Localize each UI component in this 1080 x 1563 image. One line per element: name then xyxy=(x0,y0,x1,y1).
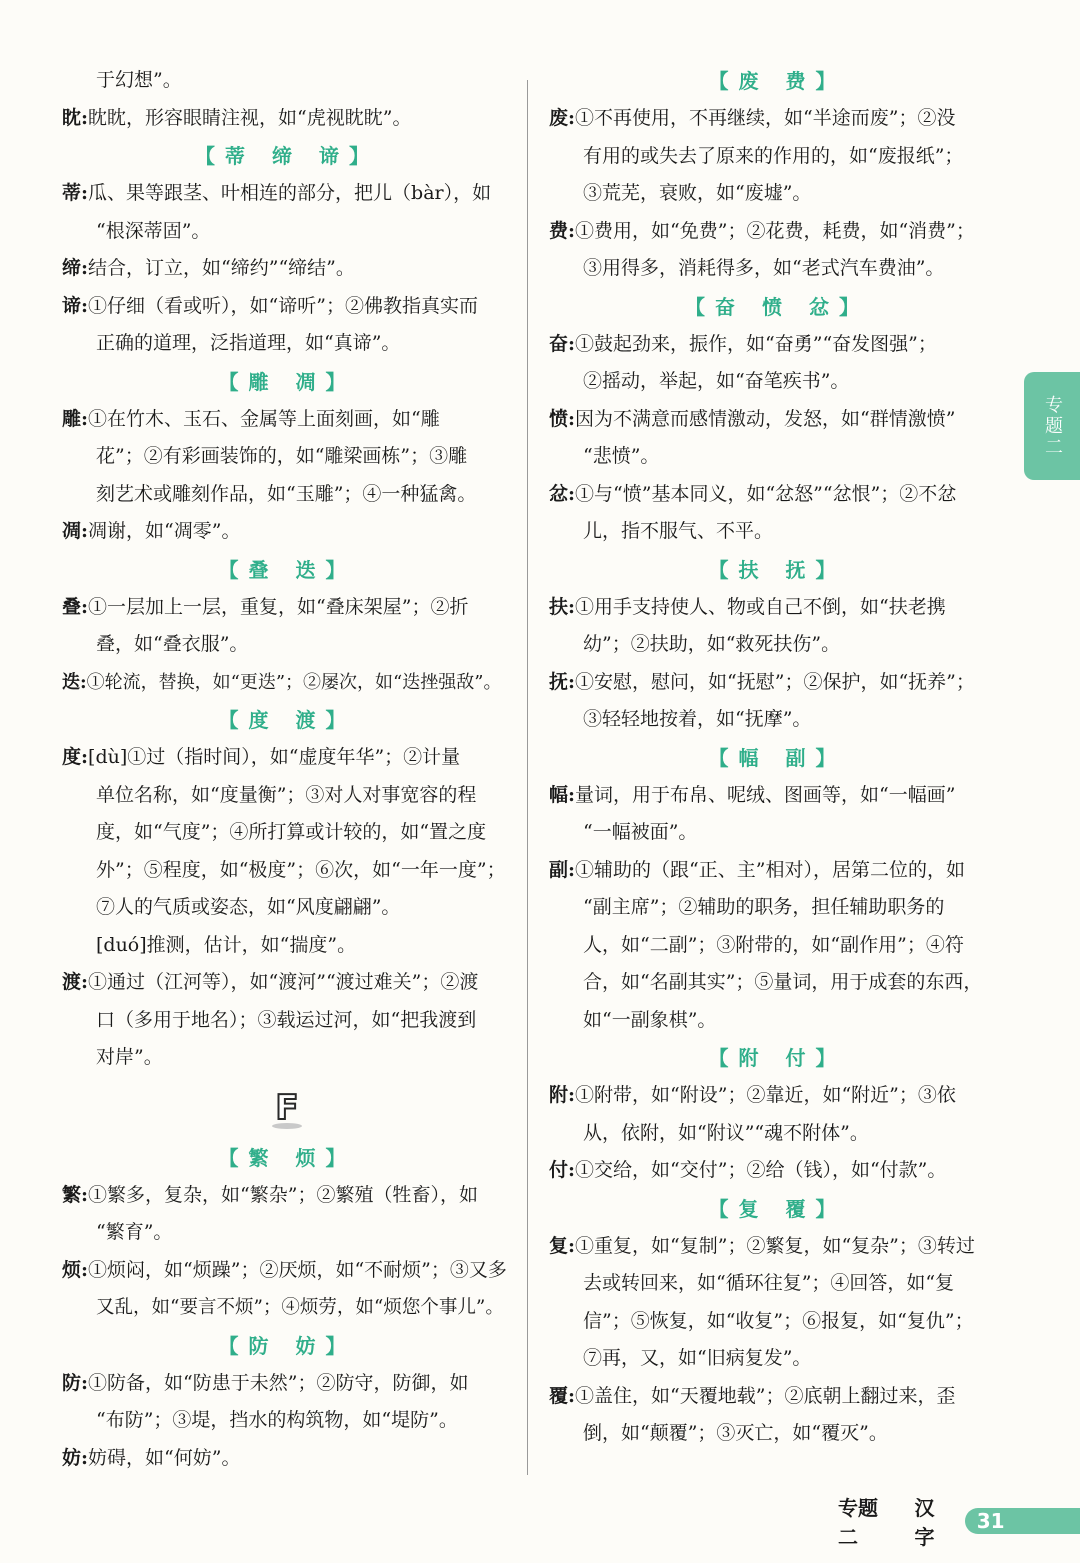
entry-text: “根深蒂固”。 xyxy=(96,219,211,242)
dictionary-entry xyxy=(62,739,512,964)
headword: 度 xyxy=(62,746,82,768)
dictionary-entry xyxy=(62,1365,512,1440)
entry-text: ⑦再，又，如“旧病复发”。 xyxy=(583,1347,812,1369)
entry-text: 信”；⑤恢复，如“收复”；⑥报复，如“复仇”； xyxy=(583,1309,974,1332)
section-heading: 【叠 迭】 xyxy=(218,557,356,582)
dictionary-entry xyxy=(62,1440,512,1478)
entry-text: 正确的道理，泛指道理，如“真谛”。 xyxy=(96,332,401,354)
entry-text: 单位名称，如“度量衡”；③对人对事宽容的程 xyxy=(96,783,477,806)
entry-line xyxy=(549,927,1005,965)
entry-text: 倒，如“颠覆”；③灭亡，如“覆灭”。 xyxy=(583,1422,888,1444)
entry-line xyxy=(549,1115,1005,1153)
entry-line xyxy=(549,250,1005,288)
headword: 繁 xyxy=(62,1183,82,1206)
entry-line: 渡:①通过（江河等），如“渡河”“渡过难关”；②渡 xyxy=(62,971,479,993)
entry-line xyxy=(62,814,512,852)
entry-text: 因为不满意而感情激动，发怒，如“群情激愤” xyxy=(575,407,956,430)
entry-line: 覆:①盖住，如“天覆地载”；②底朝上翻过来，歪 xyxy=(549,1384,956,1407)
entry-text: ③荒芜，衰败，如“废墟”。 xyxy=(583,182,812,204)
entry-line: 抚:①安慰，慰问，如“抚慰”；②保护，如“抚养”； xyxy=(549,670,975,693)
entry-text: ①重复，如“复制”；②繁复，如“复杂”；③转过 xyxy=(575,1234,975,1257)
entry-line: 迭:①轮流，替换，如“更迭”；②屡次，如“迭挫强敌”。 xyxy=(62,671,502,693)
dictionary-entry xyxy=(549,589,1005,664)
entry-text: ①交给，如“交付”；②给（钱），如“付款”。 xyxy=(575,1159,947,1181)
entry-text: 外”；⑤程度，如“极度”；⑥次，如“一年一度”； xyxy=(96,858,506,881)
entry-text: 量词，用于布帛、呢绒、图画等，如“一幅画” xyxy=(575,783,956,806)
entry-line: 附:①附带，如“附设”；②靠近，如“附近”；③依 xyxy=(549,1084,956,1106)
dictionary-entry xyxy=(549,1152,1005,1190)
entry-text: ①防备，如“防患于未然”；②防守，防御，如 xyxy=(88,1371,469,1394)
entry-text: ①繁多，复杂，如“繁杂”；②繁殖（牲畜），如 xyxy=(88,1183,478,1206)
entry-line: 度:[dù]①过（指时间），如“虚度年华”；②计量 xyxy=(62,746,461,768)
section-heading: 【防 妨】 xyxy=(218,1333,356,1358)
headword: 奋 xyxy=(549,332,569,355)
entry-text: 口（多用于地名）；③载运过河，如“把我渡到 xyxy=(96,1008,477,1031)
entry-text: ①附带，如“附设”；②靠近，如“附近”；③依 xyxy=(575,1084,956,1106)
section-heading: 【扶 抚】 xyxy=(708,557,846,582)
entry-line: 付:①交给，如“交付”；②给（钱），如“付款”。 xyxy=(549,1159,947,1181)
entry-line: 愤:因为不满意而感情激动，发怒，如“群情激愤” xyxy=(549,407,956,430)
dictionary-entry xyxy=(62,401,512,514)
headword: 烦 xyxy=(62,1258,82,1281)
section-heading: 【复 覆】 xyxy=(708,1196,846,1221)
side-tab xyxy=(1024,372,1080,480)
entry-text: 又乱，如“要言不烦”；④烦劳，如“烦您个事儿”。 xyxy=(96,1297,504,1318)
dictionary-entry xyxy=(549,476,1005,551)
dictionary-entry xyxy=(62,964,512,1077)
entry-text: 合，如“名副其实”；⑤量词，用于成套的东西， xyxy=(583,971,983,993)
dictionary-entry xyxy=(549,326,1005,401)
footer-topic: 专题二 xyxy=(838,1496,878,1549)
dictionary-entry xyxy=(62,1252,512,1327)
entry-text: 花”；②有彩画装饰的，如“雕梁画栋”；③雕 xyxy=(96,445,468,467)
entry-text: ①烦闷，如“烦躁”；②厌烦，如“不耐烦”；③又多 xyxy=(88,1258,507,1281)
headword: 副 xyxy=(549,858,569,881)
headword: 复 xyxy=(549,1234,569,1257)
alphabet-section-marker xyxy=(62,1077,512,1139)
entry-text: 刻艺术或雕刻作品，如“玉雕”；④一种猛禽。 xyxy=(96,482,477,505)
entry-line xyxy=(62,1002,512,1040)
headword: 凋 xyxy=(62,520,82,542)
entry-text: 人，如“二副”；③附带的，如“副作用”；④符 xyxy=(583,933,964,956)
entry-line: 蒂:瓜、果等跟茎、叶相连的部分，把儿（bàr），如 xyxy=(62,182,492,204)
entry-text: “繁育”。 xyxy=(96,1221,173,1243)
dictionary-entry xyxy=(549,1077,1005,1152)
entry-line: 副:①辅助的（跟“正、主”相对），居第二位的，如 xyxy=(549,858,965,881)
entry-text: 幼”；②扶助，如“救死扶伤”。 xyxy=(583,633,841,655)
entry-text: ①轮流，替换，如“更迭”；②屡次，如“迭挫强敌”。 xyxy=(86,671,502,693)
headword: 附 xyxy=(549,1084,569,1106)
entry-line xyxy=(549,1002,1005,1040)
section-heading: 【奋 愤 忿】 xyxy=(685,294,869,319)
entry-line: 幅:量词，用于布帛、呢绒、图画等，如“一幅画” xyxy=(549,783,956,806)
entry-line xyxy=(549,1265,1005,1303)
entry-line xyxy=(549,438,1005,476)
entry-line xyxy=(549,701,1005,739)
entry-text: “副主席”；②辅助的职务，担任辅助职务的 xyxy=(583,896,945,918)
entry-line: 防:①防备，如“防患于未然”；②防守，防御，如 xyxy=(62,1371,469,1394)
entry-text: ①在竹木、玉石、金属等上面刻画，如“雕 xyxy=(88,407,440,430)
dictionary-entry xyxy=(62,1177,512,1252)
dictionary-entry xyxy=(549,100,1005,213)
side-tab-label: 专题二 xyxy=(1042,394,1063,458)
entry-text: [dù]①过（指时间），如“虚度年华”；②计量 xyxy=(88,746,461,768)
entry-text: ①辅助的（跟“正、主”相对），居第二位的，如 xyxy=(575,858,965,881)
entry-line: 缔:结合，订立，如“缔约”“缔结”。 xyxy=(62,257,355,279)
entry-line: 凋:凋谢，如“凋零”。 xyxy=(62,520,241,542)
entry-text: “悲愤”。 xyxy=(583,445,660,467)
entry-text: 度，如“气度”；④所打算或计较的，如“置之度 xyxy=(96,821,487,843)
entry-text: ①鼓起劲来，振作，如“奋勇”“奋发图强”； xyxy=(575,332,937,355)
entry-text: ⑦人的气质或姿态，如“风度翩翩”。 xyxy=(96,896,401,918)
section-heading: 【蒂 缔 谛】 xyxy=(195,144,379,168)
entry-line: 忿:①与“愤”基本同义，如“忿怒”“忿恨”；②不忿 xyxy=(549,482,957,505)
entry-text: 儿，指不服气、不平。 xyxy=(583,520,774,542)
entry-line xyxy=(549,513,1005,551)
entry-line: 眈:眈眈，形容眼睛注视，如“虎视眈眈”。 xyxy=(62,106,412,129)
entry-line: 谛:①仔细（看或听），如“谛听”；②佛教指真实而 xyxy=(62,294,478,317)
entry-text: “一幅被面”。 xyxy=(583,821,698,843)
entry-text: 于幻想”。 xyxy=(96,69,182,91)
entry-line: 烦:①烦闷，如“烦躁”；②厌烦，如“不耐烦”；③又多 xyxy=(62,1258,507,1281)
entry-text: 妨碍，如“何妨”。 xyxy=(88,1446,241,1469)
entry-line xyxy=(62,927,512,965)
headword: 抚 xyxy=(549,670,569,693)
headword: 蒂 xyxy=(62,182,82,204)
page-number: 31 xyxy=(965,1508,1080,1534)
dictionary-entry xyxy=(549,852,1005,1040)
entry-text: [duó]推测，估计，如“揣度”。 xyxy=(96,933,357,956)
section-heading: 【附 付】 xyxy=(708,1046,846,1070)
dictionary-entry xyxy=(549,664,1005,739)
entry-line: 繁:①繁多，复杂，如“繁杂”；②繁殖（牲畜），如 xyxy=(62,1183,478,1206)
dictionary-entry xyxy=(62,664,512,702)
entry-line: 雕:①在竹木、玉石、金属等上面刻画，如“雕 xyxy=(62,407,440,430)
headword: 缔 xyxy=(62,257,82,279)
entry-line xyxy=(62,1402,512,1440)
entry-line xyxy=(549,175,1005,213)
entry-line xyxy=(62,1289,512,1327)
entry-line xyxy=(549,1415,1005,1453)
headword: 妨 xyxy=(62,1446,82,1469)
entry-line xyxy=(62,889,512,927)
headword: 谛 xyxy=(62,294,82,317)
headword: 付 xyxy=(549,1159,569,1181)
entry-line xyxy=(62,476,512,514)
dictionary-entry xyxy=(62,513,512,551)
entry-text: ①仔细（看或听），如“谛听”；②佛教指真实而 xyxy=(88,294,478,317)
section-heading: 【废 费】 xyxy=(708,69,846,93)
entry-text: ②摇动，举起，如“奋笔疾书”。 xyxy=(583,370,850,392)
entry-text: 瓜、果等跟茎、叶相连的部分，把儿（bàr），如 xyxy=(88,182,492,204)
headword: 防 xyxy=(62,1371,82,1394)
entry-line xyxy=(549,814,1005,852)
entry-line: 费:①费用，如“免费”；②花费，耗费，如“消费”； xyxy=(549,219,975,242)
section-heading: 【雕 凋】 xyxy=(218,369,356,394)
column-divider xyxy=(527,80,528,1475)
dictionary-entry xyxy=(62,250,512,288)
entry-line xyxy=(549,138,1005,176)
entry-text: ①不再使用，不再继续，如“半途而废”；②没 xyxy=(575,107,956,129)
entry-text: ①安慰，慰问，如“抚慰”；②保护，如“抚养”； xyxy=(575,670,975,693)
section-heading: 【幅 副】 xyxy=(708,745,846,770)
entry-line xyxy=(549,964,1005,1002)
entry-line xyxy=(62,1214,512,1252)
entry-line xyxy=(62,213,512,251)
dictionary-entry xyxy=(549,1378,1005,1453)
entry-line xyxy=(62,626,512,664)
headword: 愤 xyxy=(549,407,569,430)
headword: 眈 xyxy=(62,106,82,129)
dictionary-entry xyxy=(549,401,1005,476)
entry-text: ③轻轻地按着，如“抚摩”。 xyxy=(583,708,812,730)
entry-text: 结合，订立，如“缔约”“缔结”。 xyxy=(88,257,355,279)
dictionary-entry xyxy=(549,1228,1005,1378)
entry-text: ①费用，如“免费”；②花费，耗费，如“消费”； xyxy=(575,219,975,242)
entry-text: 对岸”。 xyxy=(96,1046,163,1068)
right-column xyxy=(549,62,1005,1453)
headword: 雕 xyxy=(62,407,82,430)
entry-line xyxy=(62,438,512,476)
headword: 叠 xyxy=(62,595,82,618)
headword: 费 xyxy=(549,219,569,242)
entry-line xyxy=(62,325,512,363)
dictionary-entry xyxy=(62,62,512,100)
entry-line xyxy=(549,1340,1005,1378)
entry-text: ①通过（江河等），如“渡河”“渡过难关”；②渡 xyxy=(88,971,479,993)
entry-text: 从，依附，如“附议”“魂不附体”。 xyxy=(583,1121,869,1144)
entry-text: 凋谢，如“凋零”。 xyxy=(88,520,241,542)
dictionary-entry xyxy=(62,589,512,664)
entry-line xyxy=(62,62,512,100)
entry-line xyxy=(549,626,1005,664)
dictionary-entry xyxy=(62,175,512,250)
entry-text: 去或转回来，如“循环往复”；④回答，如“复 xyxy=(583,1272,955,1294)
dictionary-entry xyxy=(549,213,1005,288)
dictionary-entry xyxy=(62,288,512,363)
entry-line: 妨:妨碍，如“何妨”。 xyxy=(62,1446,241,1469)
headword: 覆 xyxy=(549,1384,569,1407)
section-heading: 【繁 烦】 xyxy=(218,1145,356,1170)
headword: 幅 xyxy=(549,783,569,806)
entry-line xyxy=(62,777,512,815)
entry-text: “布防”；③堤，挡水的构筑物，如“堤防”。 xyxy=(96,1409,458,1431)
entry-line xyxy=(62,1039,512,1077)
entry-text: ①一层加上一层，重复，如“叠床架屋”；②折 xyxy=(88,595,469,618)
entry-line: 奋:①鼓起劲来，振作，如“奋勇”“奋发图强”； xyxy=(549,332,937,355)
entry-line xyxy=(549,1303,1005,1341)
footer-subject: 汉字 xyxy=(914,1496,935,1549)
entry-line: 复:①重复，如“复制”；②繁复，如“复杂”；③转过 xyxy=(549,1234,975,1257)
entry-line: 扶:①用手支持使人、物或自己不倒，如“扶老携 xyxy=(549,595,946,618)
headword: 忿 xyxy=(549,482,569,505)
left-column xyxy=(62,62,512,1477)
headword: 废 xyxy=(549,107,569,129)
entry-line xyxy=(549,363,1005,401)
entry-text: 如“一副象棋”。 xyxy=(583,1008,717,1031)
section-heading: 【度 渡】 xyxy=(218,708,356,732)
headword: 扶 xyxy=(549,595,569,618)
section-letter: F xyxy=(266,1087,308,1129)
entry-text: 眈眈，形容眼睛注视，如“虎视眈眈”。 xyxy=(88,106,412,129)
entry-line xyxy=(62,852,512,890)
headword: 迭 xyxy=(62,671,80,693)
entry-text: ③用得多，消耗得多，如“老式汽车费油”。 xyxy=(583,257,945,279)
dictionary-entry xyxy=(62,100,512,138)
entry-line xyxy=(549,889,1005,927)
dictionary-entry xyxy=(549,777,1005,852)
headword: 渡 xyxy=(62,971,82,993)
entry-text: 有用的或失去了原来的作用的，如“废报纸”； xyxy=(583,144,964,167)
entry-text: ①盖住，如“天覆地载”；②底朝上翻过来，歪 xyxy=(575,1384,956,1407)
entry-line: 废:①不再使用，不再继续，如“半途而废”；②没 xyxy=(549,107,956,129)
page-footer xyxy=(838,1492,1080,1550)
entry-text: ①用手支持使人、物或自己不倒，如“扶老携 xyxy=(575,595,946,618)
entry-text: 叠，如“叠衣服”。 xyxy=(96,633,249,655)
entry-line: 叠:①一层加上一层，重复，如“叠床架屋”；②折 xyxy=(62,595,469,618)
entry-text: ①与“愤”基本同义，如“忿怒”“忿恨”；②不忿 xyxy=(575,482,957,505)
